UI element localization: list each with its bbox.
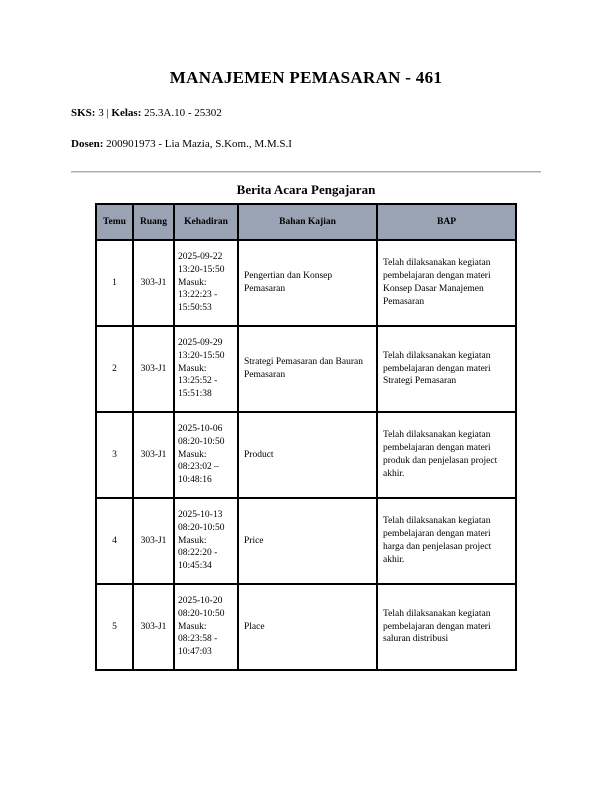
cell-bap: Telah dilaksanakan kegiatan pembelajaran dengan materi harga dan penjelasan project akhir.	[377, 498, 516, 584]
kelas-value: 25.3A.10 - 25302	[144, 107, 222, 119]
cell-temu: 5	[96, 584, 133, 670]
cell-ruang: 303-J1	[133, 498, 174, 584]
cell-kehadiran: 2025-10-13 08:20-10:50 Masuk: 08:22:20 - 10:45:34	[174, 498, 238, 584]
table-row	[96, 584, 516, 670]
table-body	[96, 240, 516, 670]
meta-separator: |	[106, 107, 109, 119]
table-title: Berita Acara Pengajaran	[236, 182, 376, 197]
sks-label: SKS:	[71, 107, 96, 119]
column-header-bahan-kajian: Bahan Kajian	[238, 204, 377, 240]
kelas-label: Kelas:	[111, 107, 142, 119]
cell-temu: 1	[96, 240, 133, 326]
cell-ruang: 303-J1	[133, 584, 174, 670]
cell-kehadiran: 2025-10-20 08:20-10:50 Masuk: 08:23:58 - 10:47:03	[174, 584, 238, 670]
cell-bap: Telah dilaksanakan kegiatan pembelajaran dengan materi produk dan penjelasan project akhir.	[377, 412, 516, 498]
dosen-value: 200901973 - Lia Mazia, S.Kom., M.M.S.I	[106, 138, 292, 150]
cell-bahan-kajian: Pengertian dan Konsep Pemasaran	[238, 240, 377, 326]
table-row	[96, 412, 516, 498]
cell-bahan-kajian: Strategi Pemasaran dan Bauran Pemasaran	[238, 326, 377, 412]
lecturer-line	[71, 138, 541, 150]
cell-bap: Telah dilaksanakan kegiatan pembelajaran dengan materi saluran distribusi	[377, 584, 516, 670]
teaching-report-table	[95, 203, 517, 671]
cell-bahan-kajian: Product	[238, 412, 377, 498]
table-row	[96, 240, 516, 326]
column-header-bap: BAP	[377, 204, 516, 240]
cell-ruang: 303-J1	[133, 412, 174, 498]
cell-bahan-kajian: Place	[238, 584, 377, 670]
cell-temu: 4	[96, 498, 133, 584]
cell-bap: Telah dilaksanakan kegiatan pembelajaran dengan materi Konsep Dasar Manajemen Pemasaran	[377, 240, 516, 326]
table-header-row	[96, 204, 516, 240]
cell-kehadiran: 2025-09-22 13:20-15:50 Masuk: 13:22:23 - 15:50:53	[174, 240, 238, 326]
cell-temu: 3	[96, 412, 133, 498]
sks-value: 3	[98, 107, 104, 119]
cell-bap: Telah dilaksanakan kegiatan pembelajaran dengan materi Strategi Pemasaran	[377, 326, 516, 412]
cell-kehadiran: 2025-10-06 08:20-10:50 Masuk: 08:23:02 – 10:48:16	[174, 412, 238, 498]
column-header-kehadiran: Kehadiran	[174, 204, 238, 240]
cell-bahan-kajian: Price	[238, 498, 377, 584]
column-header-ruang: Ruang	[133, 204, 174, 240]
dosen-label: Dosen:	[71, 138, 104, 150]
horizontal-divider	[71, 171, 541, 173]
table-row	[96, 326, 516, 412]
table-row	[96, 498, 516, 584]
cell-ruang: 303-J1	[133, 326, 174, 412]
course-meta-line	[71, 107, 541, 119]
course-title: MANAJEMEN PEMASARAN - 461	[169, 68, 443, 87]
cell-temu: 2	[96, 326, 133, 412]
table-header	[96, 204, 516, 240]
column-header-temu: Temu	[96, 204, 133, 240]
cell-kehadiran: 2025-09-29 13:20-15:50 Masuk: 13:25:52 - 15:51:38	[174, 326, 238, 412]
cell-ruang: 303-J1	[133, 240, 174, 326]
